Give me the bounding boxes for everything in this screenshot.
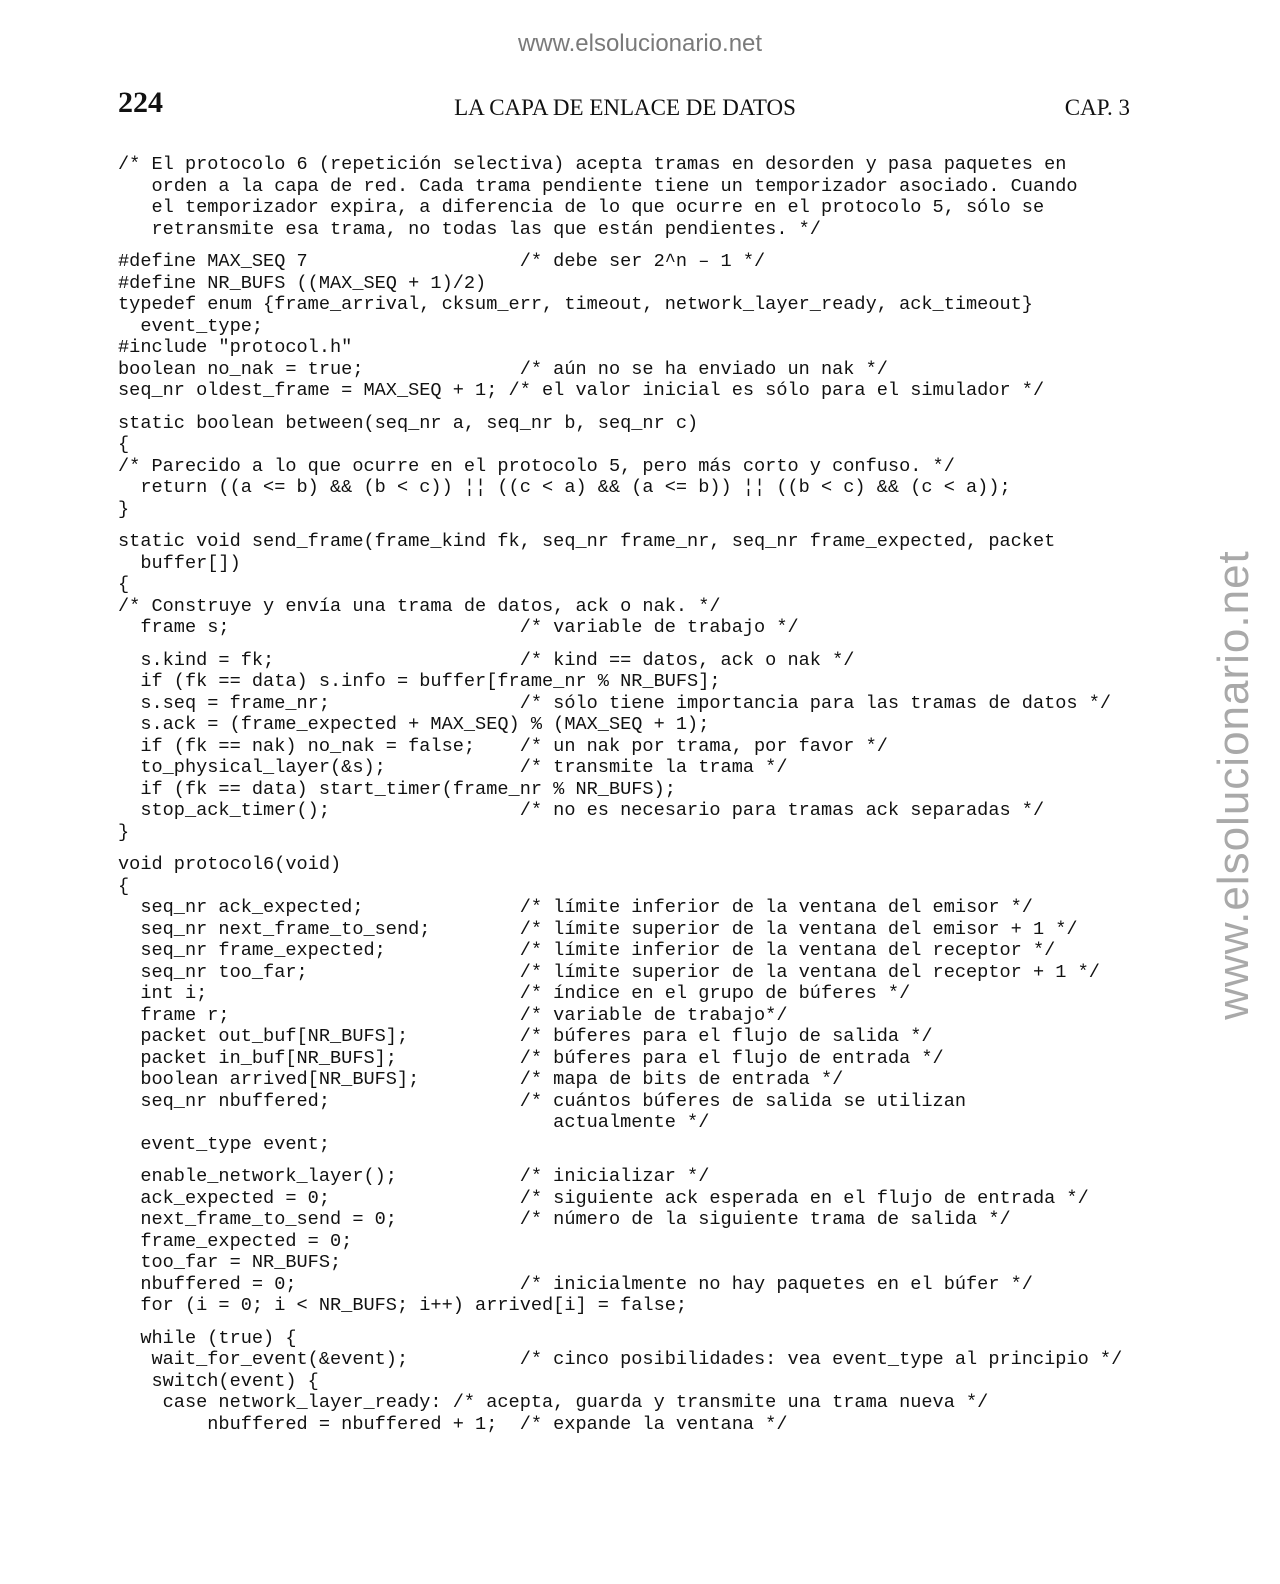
code-line: orden a la capa de red. Cada trama pendiente tiene un temporizador asociado. Cuando [118,175,1078,197]
code-line: if (fk == nak) no_nak = false; /* un nak por trama, por favor */ [118,735,888,757]
code-line: if (fk == data) s.info = buffer[frame_nr % NR_BUFS]; [118,671,721,692]
code-line: { [118,434,130,455]
top-watermark: www.elsolucionario.net [517,30,763,57]
code-line: nbuffered = nbuffered + 1; /* expande la ventana */ [118,1413,788,1435]
code-line: seq_nr frame_expected; /* límite inferior de la ventana del receptor */ [118,940,1056,961]
code-line: } [118,821,130,843]
code-line: event_type; [118,315,264,337]
code-line: seq_nr ack_expected; /* límite inferior de la ventana del emisor */ [118,897,1033,918]
side-watermark: www.elsolucionario.net [1209,550,1258,1020]
code-line: event_type event; [118,1133,331,1155]
code-line: frame_expected = 0; [118,1230,353,1252]
blank-line [118,240,1148,251]
code-line: for (i = 0; i < NR_BUFS; i++) arrived[i] = false; [118,1295,688,1316]
code-line: seq_nr next_frame_to_send; /* límite superior de la ventana del emisor + 1 */ [118,918,1078,940]
code-line: #include "protocol.h" [118,337,353,358]
code-line: el temporizador expira, a diferencia de lo que ocurre en el protocolo 5, sólo se [118,197,1045,218]
code-line: #define NR_BUFS ((MAX_SEQ + 1)/2) [118,272,487,294]
code-line: void protocol6(void) [118,854,342,875]
code-line: wait_for_event(&event); /* cinco posibilidades: vea event_type al principio */ [118,1349,1123,1370]
code-line: static void send_frame(frame_kind fk, seq_nr frame_nr, seq_nr frame_expected, packet [118,531,1056,552]
code-line: boolean arrived[NR_BUFS]; /* mapa de bits de entrada */ [118,1069,844,1090]
code-line: { [118,574,130,595]
code-line: buffer[]) [118,552,241,574]
code-line: static boolean between(seq_nr a, seq_nr b, seq_nr c) [118,412,699,434]
code-line: seq_nr oldest_frame = MAX_SEQ + 1; /* el valor inicial es sólo para el simulador */ [118,380,1045,401]
code-line: ack_expected = 0; /* siguiente ack esperada en el flujo de entrada */ [118,1187,1089,1209]
code-line: s.seq = frame_nr; /* sólo tiene importancia para las tramas de datos */ [118,692,1112,714]
code-line: /* Parecido a lo que ocurre en el protocolo 5, pero más corto y confuso. */ [118,455,955,477]
code-line: seq_nr too_far; /* límite superior de la ventana del receptor + 1 */ [118,961,1100,983]
code-line: actualmente */ [118,1112,710,1133]
code-line: while (true) { [118,1327,297,1349]
code-line: switch(event) { [118,1370,319,1392]
code-line: typedef enum {frame_arrival, cksum_err, timeout, network_layer_ready, ack_timeout} [118,294,1033,315]
code-line: case network_layer_ready: /* acepta, guarda y transmite una trama nueva */ [118,1392,989,1413]
code-line: frame s; /* variable de trabajo */ [118,617,799,638]
code-line: s.ack = (frame_expected + MAX_SEQ) % (MAX_SEQ + 1); [118,714,710,735]
page-number: 224 [118,86,163,119]
code-line: } [118,498,130,520]
code-line: if (fk == data) start_timer(frame_nr % NR_BUFS); [118,778,676,800]
code-line: s.kind = fk; /* kind == datos, ack o nak */ [118,649,855,671]
blank-line [118,843,1148,854]
code-line: int i; /* índice en el grupo de búferes */ [118,983,911,1004]
code-line: { [118,875,130,897]
code-line: return ((a <= b) && (b < c)) ¦¦ ((c < a) && (a <= b)) ¦¦ ((b < c) && (c < a)); [118,477,1011,498]
code-line: to_physical_layer(&s); /* transmite la trama */ [118,757,788,778]
blank-line [118,1155,1148,1166]
blank-line [118,402,1148,413]
code-line: enable_network_layer(); /* inicializar */ [118,1166,710,1187]
code-line: boolean no_nak = true; /* aún no se ha enviado un nak */ [118,358,888,380]
code-line: too_far = NR_BUFS; [118,1252,342,1273]
code-line: packet in_buf[NR_BUFS]; /* búferes para el flujo de entrada */ [118,1047,944,1069]
code-line: #define MAX_SEQ 7 /* debe ser 2^n – 1 */ [118,251,766,272]
code-line: /* Construye y envía una trama de datos, ack o nak. */ [118,595,721,617]
blank-line [118,520,1148,531]
code-listing [118,154,1148,1435]
code-line: frame r; /* variable de trabajo*/ [118,1004,788,1026]
blank-line [118,1317,1148,1328]
blank-line [118,639,1148,650]
code-line: next_frame_to_send = 0; /* número de la siguiente trama de salida */ [118,1209,1011,1230]
code-line: nbuffered = 0; /* inicialmente no hay paquetes en el búfer */ [118,1273,1033,1295]
code-line: /* El protocolo 6 (repetición selectiva) acepta tramas en desorden y pasa paquetes en [118,154,1067,175]
running-title: LA CAPA DE ENLACE DE DATOS [454,95,796,120]
code-line: packet out_buf[NR_BUFS]; /* búferes para el flujo de salida */ [118,1026,933,1047]
code-line: retransmite esa trama, no todas las que están pendientes. */ [118,218,821,240]
code-line: seq_nr nbuffered; /* cuántos búferes de salida se utilizan [118,1090,967,1112]
code-line: stop_ack_timer(); /* no es necesario para tramas ack separadas */ [118,800,1045,821]
chapter-label: CAP. 3 [1064,95,1130,120]
